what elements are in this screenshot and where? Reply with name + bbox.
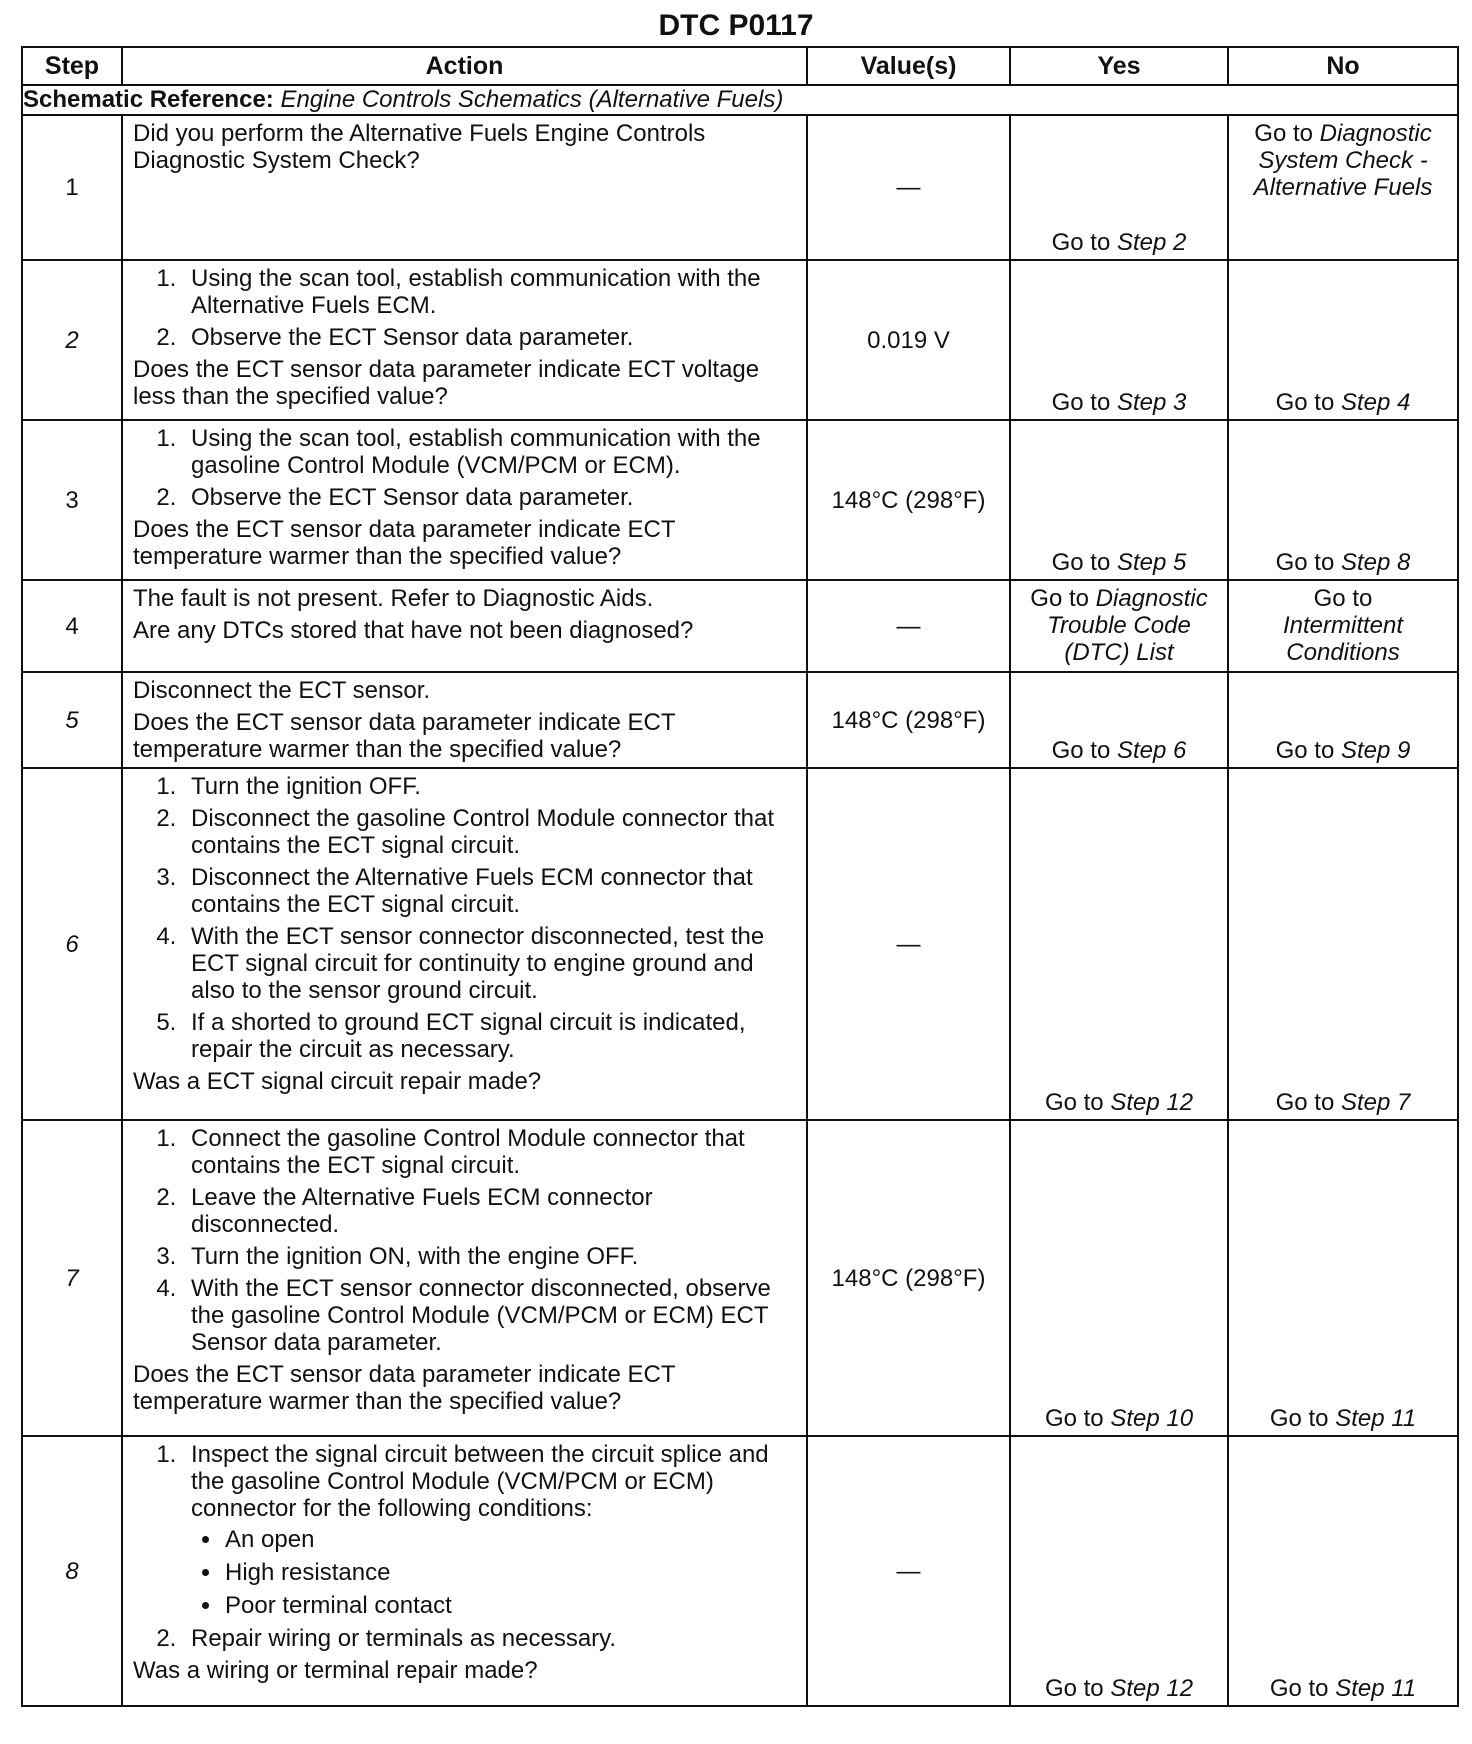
action-cell [122, 768, 807, 1120]
step-number: 3 [22, 420, 122, 580]
list-item: 1. Using the scan tool, establish communication with the Alternative Fuels ECM. [183, 265, 798, 319]
header-values: Value(s) [807, 47, 1010, 85]
list-item: • Poor terminal contact [223, 1592, 798, 1619]
table-row [22, 260, 1458, 420]
yes-cell: Go to Step 12 [1010, 1436, 1228, 1706]
no-cell: Go to Step 8 [1228, 420, 1458, 580]
action-cell [122, 1436, 807, 1706]
value-cell: 148°C (298°F) [807, 420, 1010, 580]
step-number: 8 [22, 1436, 122, 1706]
action-text: Disconnect the ECT sensor. [133, 677, 431, 704]
schematic-reference-row [22, 85, 1458, 115]
action-cell [122, 115, 807, 260]
list-item: 2. Observe the ECT Sensor data parameter. [183, 324, 798, 351]
action-cell [122, 672, 807, 768]
action-cell [122, 420, 807, 580]
list-item: 3. Disconnect the Alternative Fuels ECM connector that contains the ECT signal circuit. [183, 864, 798, 918]
no-cell: Go to Step 7 [1228, 768, 1458, 1120]
no-cell: Go to Step 11 [1228, 1436, 1458, 1706]
value-cell: — [807, 115, 1010, 260]
yes-link[interactable]: Step 2 [1116, 229, 1187, 256]
list-item: • High resistance [223, 1559, 798, 1586]
table-row [22, 420, 1458, 580]
no-link[interactable]: Step 8 [1340, 549, 1411, 576]
no-cell: Go to Step 11 [1228, 1120, 1458, 1436]
yes-link[interactable]: Step 12 [1110, 1089, 1194, 1116]
list-item: 2. Repair wiring or terminals as necessary. [183, 1625, 798, 1652]
yes-link[interactable]: Step 6 [1116, 737, 1187, 764]
no-link[interactable]: Step 11 [1335, 1675, 1417, 1702]
step-number: 5 [22, 672, 122, 768]
yes-link[interactable]: Step 5 [1116, 549, 1187, 576]
step-number: 2 [22, 260, 122, 420]
action-text: The fault is not present. Refer to Diagnostic Aids. [133, 585, 654, 612]
action-question: Does the ECT sensor data parameter indicate ECT voltage less than the specified value? [133, 356, 760, 410]
action-question: Did you perform the Alternative Fuels Engine Controls Diagnostic System Check? [133, 120, 706, 174]
header-row [22, 47, 1458, 85]
no-link[interactable]: Step 9 [1340, 737, 1411, 764]
list-item: 1. Connect the gasoline Control Module connector that contains the ECT signal circuit. [183, 1125, 798, 1179]
step-number: 4 [22, 580, 122, 672]
value-cell: 148°C (298°F) [807, 1120, 1010, 1436]
yes-cell: Go to Step 12 [1010, 768, 1228, 1120]
action-steps [133, 425, 798, 511]
value-cell: 148°C (298°F) [807, 672, 1010, 768]
action-steps [133, 1441, 798, 1652]
yes-cell: Go to Step 2 [1010, 115, 1228, 260]
yes-link[interactable]: Step 12 [1110, 1675, 1194, 1702]
step-number: 1 [22, 115, 122, 260]
list-item: 1. Turn the ignition OFF. [183, 773, 798, 800]
schematic-reference-label: Schematic Reference: [23, 86, 274, 113]
action-question: Was a wiring or terminal repair made? [133, 1657, 538, 1684]
table-row [22, 1436, 1458, 1706]
list-item: • An open [223, 1526, 798, 1553]
header-yes: Yes [1010, 47, 1228, 85]
value-cell: — [807, 768, 1010, 1120]
table-row [22, 115, 1458, 260]
condition-list [191, 1526, 798, 1619]
yes-cell: Go to Step 3 [1010, 260, 1228, 420]
no-link[interactable]: Diagnostic System Check - Alternative Fuels [1253, 120, 1433, 201]
value-cell: 0.019 V [807, 260, 1010, 420]
page-title: DTC P0117 [658, 9, 814, 42]
list-item: 4. With the ECT sensor connector disconnected, test the ECT signal circuit for continuity to engine ground and also to the sensor ground circuit. [183, 923, 798, 1004]
action-question: Does the ECT sensor data parameter indicate ECT temperature warmer than the specified value? [133, 709, 676, 763]
table-row [22, 768, 1458, 1120]
no-cell: Go to Step 9 [1228, 672, 1458, 768]
list-item: 2. Observe the ECT Sensor data parameter. [183, 484, 798, 511]
action-cell [122, 260, 807, 420]
header-action: Action [122, 47, 807, 85]
header-no: No [1228, 47, 1458, 85]
list-item: 3. Turn the ignition ON, with the engine OFF. [183, 1243, 798, 1270]
value-cell: — [807, 1436, 1010, 1706]
diagnostic-table [21, 46, 1459, 1707]
no-link[interactable]: Intermittent Conditions [1282, 612, 1404, 666]
table-row [22, 672, 1458, 768]
no-cell: Go to Intermittent Conditions [1228, 580, 1458, 672]
action-question: Does the ECT sensor data parameter indicate ECT temperature warmer than the specified value? [133, 1361, 676, 1415]
no-link[interactable]: Step 11 [1335, 1405, 1417, 1432]
table-row [22, 1120, 1458, 1436]
list-item: 1. Using the scan tool, establish communication with the gasoline Control Module (VCM/PCM or ECM). [183, 425, 798, 479]
list-item: 2. Leave the Alternative Fuels ECM connector disconnected. [183, 1184, 798, 1238]
header-step: Step [22, 47, 122, 85]
value-cell: — [807, 580, 1010, 672]
no-cell: Go to Diagnostic System Check - Alternative Fuels [1228, 115, 1458, 260]
list-item: 5. If a shorted to ground ECT signal circuit is indicated, repair the circuit as necessary. [183, 1009, 798, 1063]
step-number: 6 [22, 768, 122, 1120]
list-item: 1. Inspect the signal circuit between the circuit splice and the gasoline Control Module (VCM/PCM or ECM) connector for the following conditions: • An open • High resistance • Poor terminal contact [183, 1441, 798, 1619]
yes-link[interactable]: Diagnostic Trouble Code (DTC) List [1047, 585, 1208, 666]
table-row [22, 580, 1458, 672]
list-item: 4. With the ECT sensor connector disconnected, observe the gasoline Control Module (VCM/PCM or ECM) ECT Sensor data parameter. [183, 1275, 798, 1356]
yes-cell: Go to Step 10 [1010, 1120, 1228, 1436]
yes-cell: Go to Diagnostic Trouble Code (DTC) List [1010, 580, 1228, 672]
schematic-reference-link[interactable]: Engine Controls Schematics (Alternative Fuels) [280, 86, 784, 113]
yes-cell: Go to Step 5 [1010, 420, 1228, 580]
list-item: 2. Disconnect the gasoline Control Module connector that contains the ECT signal circuit. [183, 805, 798, 859]
step-number: 7 [22, 1120, 122, 1436]
action-question: Are any DTCs stored that have not been diagnosed? [133, 617, 694, 644]
no-link[interactable]: Step 4 [1340, 389, 1411, 416]
action-cell [122, 1120, 807, 1436]
action-cell [122, 580, 807, 672]
schematic-reference [22, 85, 1458, 115]
no-cell: Go to Step 4 [1228, 260, 1458, 420]
action-steps [133, 265, 798, 351]
yes-link[interactable]: Step 10 [1110, 1405, 1194, 1432]
action-steps [133, 773, 798, 1063]
action-question: Does the ECT sensor data parameter indicate ECT temperature warmer than the specified value? [133, 516, 676, 570]
action-question: Was a ECT signal circuit repair made? [133, 1068, 542, 1095]
yes-link[interactable]: Step 3 [1116, 389, 1187, 416]
no-link[interactable]: Step 7 [1340, 1089, 1411, 1116]
action-steps [133, 1125, 798, 1356]
yes-cell: Go to Step 6 [1010, 672, 1228, 768]
